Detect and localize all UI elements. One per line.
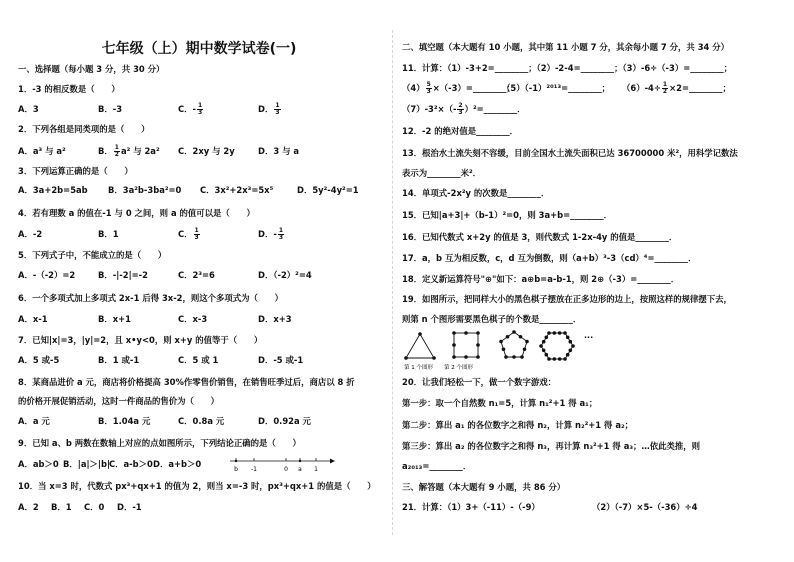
q10-option-c[interactable]: C．0 — [84, 502, 105, 512]
q11-line2 — [402, 82, 731, 95]
label-minus-1: -1 — [251, 466, 257, 473]
q5-option-a[interactable]: A．-（-2）=2 — [18, 270, 76, 280]
q2-option-b-text: a² 与 2a² — [120, 146, 160, 156]
q4-option-b[interactable]: B．1 — [98, 229, 119, 239]
q11-part4 — [402, 81, 515, 95]
section-1-header: 一、选择题（每小题 3 分，共 30 分） — [18, 64, 165, 74]
q8-stem-line1: 8．某商品进价 a 元，商店将价格提高 30%作零售价销售，在销售旺季过后，商店以 8 折 — [18, 377, 355, 387]
q4-stem: 4．若有理数 a 的值在-1 与 0 之间，则 a 的值可以是（ ） — [18, 208, 255, 218]
q20-step1: 第一步：取一个自然数 n₁=5，计算 n₁²+1 得 a₁； — [402, 398, 598, 408]
q9-option-b[interactable]: B．|a|＞|b| — [63, 459, 111, 469]
q11-part4-fraction — [426, 82, 432, 95]
q2-stem-text: 2．下列各组是同类项的是（ ） — [18, 124, 150, 134]
q8-option-c[interactable]: C．0.8a 元 — [178, 416, 225, 426]
q1-option-b[interactable]: B．-3 — [98, 104, 123, 114]
q21-part2: （2）（-7）×5-（-36）÷4 — [592, 502, 698, 512]
q21-row — [402, 502, 697, 513]
q1-option-d-label: D． — [258, 104, 274, 114]
figure-2-square — [452, 331, 480, 359]
q7-option-a[interactable]: A．5 或-5 — [18, 355, 60, 365]
q8-option-b[interactable]: B．1.04a 元 — [98, 416, 151, 426]
q1-options — [18, 103, 282, 116]
denominator: 3 — [194, 234, 199, 241]
continuation-dots: ··· — [584, 333, 594, 342]
q10-option-d[interactable]: D．-1 — [117, 502, 142, 512]
q6-options — [18, 314, 292, 325]
q16: 16．已知代数式 x+2y 的值是 3，则代数式 1-2x-4y 的值是________． — [402, 232, 678, 242]
q2-option-b-label: B． — [98, 146, 113, 156]
denominator: 2 — [114, 151, 119, 158]
q10-stem: 10．当 x=3 时，代数式 px³+qx+1 的值为 2，则当 x=-3 时，px³+qx+1 的值是（ ） — [18, 481, 376, 491]
section-2-header: 二、填空题（本大题有 10 小题，其中第 11 小题 7 分，其余每小题 7 分，共 34 分） — [402, 42, 730, 52]
q1-option-c[interactable] — [178, 103, 258, 116]
q1-option-d-fraction — [274, 103, 280, 116]
q3-option-a[interactable]: A．3a+2b=5ab — [18, 185, 88, 195]
figure-1-triangle — [404, 332, 436, 360]
q4-option-c-label: C． — [178, 229, 193, 239]
numerator: 1 — [114, 144, 119, 151]
q20-step2: 第二步：算出 a₁ 的各位数字之和得 n₂，计算 n₂²+1 得 a₂； — [402, 420, 634, 430]
q4-option-c[interactable] — [178, 228, 258, 241]
q9-number-line — [226, 455, 338, 475]
q7-option-c[interactable]: C．5 或 1 — [178, 355, 219, 365]
q8-option-a[interactable]: A．a 元 — [18, 416, 50, 426]
column-divider — [392, 30, 393, 535]
q4-option-d-label: D．- — [258, 229, 277, 239]
numerator: 1 — [275, 102, 280, 109]
q11-part7-text: ）²=________． — [464, 104, 526, 114]
q7-option-b[interactable]: B．1 或-1 — [98, 355, 140, 365]
figure-2-caption: 第 2 个图形 — [444, 365, 473, 371]
q6-option-b[interactable]: B．x+1 — [98, 314, 132, 324]
q8-stem-line2: 的价格开展促销活动，这时一件商品的售价为（ ） — [18, 396, 219, 406]
label-a: a — [298, 466, 302, 473]
numerator: 2 — [458, 102, 463, 109]
label-1: 1 — [314, 466, 318, 473]
q11-part6-fraction — [662, 82, 668, 95]
q5-stem: 5．下列式子中，不能成立的是（ ） — [18, 250, 167, 260]
q2-option-d[interactable]: D．3 与 a — [258, 146, 300, 156]
q10-option-b[interactable]: B．1 — [51, 502, 72, 512]
q1-option-a[interactable]: A．3 — [18, 104, 39, 114]
q4-option-d-fraction — [278, 228, 284, 241]
q11-part7-label: （7）-3²×（- — [402, 104, 457, 114]
q5-options — [18, 270, 312, 281]
numerator: 1 — [198, 102, 203, 109]
q11-part6-text: ×2=________； — [669, 83, 731, 93]
q6-option-c[interactable]: C．x-3 — [178, 314, 208, 324]
q9-option-d[interactable]: D．a+b＞0 — [153, 459, 202, 469]
section-3-header: 三、解答题（本大题有 9 小题，共 86 分） — [402, 482, 566, 492]
q5-option-d[interactable]: D．（-2）²=4 — [258, 270, 312, 280]
q1-option-c-label: C．- — [178, 104, 196, 114]
q6-stem: 6．一个多项式加上多项式 2x-1 后得 3x-2，则这个多项式为（ ） — [18, 293, 284, 303]
page-title: 七年级（上）期中数学试卷(一) — [101, 41, 297, 57]
q3-option-d[interactable]: D．5y²-4y²=1 — [297, 185, 359, 195]
q10-option-a[interactable]: A．2 — [18, 502, 39, 512]
q21-part1: 21．计算：（1）3+（-11）-（-9） — [402, 502, 540, 512]
q9-stem: 9．已知 a、b 两数在数轴上对应的点如图所示，下列结论正确的是（ ） — [18, 438, 301, 448]
q2-options — [18, 145, 299, 158]
q3-options — [18, 185, 359, 196]
q3-stem: 3．下列运算正确的是（ ） — [18, 166, 133, 176]
q11-part6-label: （6）-4÷ — [622, 83, 661, 93]
q20-step4: a₂₀₁₃=________． — [402, 461, 472, 471]
q6-option-d[interactable]: D．x+3 — [258, 314, 292, 324]
q9-option-c[interactable]: C．a-b＞0 — [109, 459, 153, 469]
denominator: 3 — [426, 88, 431, 95]
q19-line1: 19．如图所示，把同样大小的黑色棋子摆放在正多边形的边上，按照这样的规律摆下去， — [402, 294, 732, 304]
q4-option-a[interactable]: A．-2 — [18, 229, 43, 239]
denominator: 3 — [198, 109, 203, 116]
q15: 15．已知|a+3|+（b-1）²=0，则 3a+b=________． — [402, 210, 613, 220]
figure-3-pentagon — [499, 330, 529, 359]
number-line-arrow — [330, 459, 335, 464]
q10-options — [18, 502, 142, 513]
q11-part4-text: ×（-3）=________； — [432, 83, 515, 93]
q11-part4-label: （4） — [402, 83, 425, 93]
point-b — [235, 460, 237, 462]
q13-line2: 表示为________米²． — [402, 168, 482, 178]
label-0: 0 — [284, 466, 288, 473]
q11-part6 — [622, 82, 731, 95]
denominator: 3 — [278, 234, 283, 241]
q12: 12．-2 的绝对值是________． — [402, 126, 518, 136]
q11-part7-fraction — [457, 103, 463, 116]
q9-options — [18, 459, 201, 470]
q3-option-b[interactable]: B．3a²b-3ba²=0 — [108, 185, 182, 195]
q7-option-d[interactable]: D．-5 或-1 — [258, 355, 304, 365]
q7-options — [18, 355, 303, 366]
q4-option-c-fraction — [194, 228, 200, 241]
figure-1-caption: 第 1 个图形 — [404, 365, 433, 371]
denominator: 2 — [662, 88, 668, 95]
figure-4-hexagon — [539, 331, 575, 361]
q5-option-b[interactable]: B．-|-2|=-2 — [98, 270, 148, 280]
numerator: 1 — [194, 227, 199, 234]
q1-option-c-fraction — [197, 103, 203, 116]
q5-option-c[interactable]: C．2³=6 — [178, 270, 215, 280]
q1-option-d[interactable] — [258, 103, 282, 116]
q2-option-a[interactable]: A．a³ 与 a² — [18, 146, 66, 156]
q7-stem: 7．已知|x|=3，|y|=2，且 x•y<0，则 x+y 的值等于（ ） — [18, 335, 263, 345]
q20-step3: 第三步：算出 a₂ 的各位数字之和得 n₃，再计算 n₃²+1 得 a₃；…依此类推，则 — [402, 441, 701, 451]
q2-option-b-fraction — [114, 145, 120, 158]
q8-option-d[interactable]: D．0.92a 元 — [258, 416, 311, 426]
denominator: 3 — [458, 109, 463, 116]
q2-option-c[interactable]: C．2xy 与 2y — [178, 146, 235, 156]
q2-option-b[interactable] — [98, 145, 178, 158]
label-b: b — [234, 466, 238, 473]
q19-pattern-figures — [402, 328, 632, 374]
denominator: 3 — [275, 109, 280, 116]
q14: 14．单项式-2x²y 的次数是________． — [402, 188, 550, 198]
q4-options — [18, 228, 285, 241]
left-column — [18, 0, 380, 562]
q20-stem: 20．让我们轻松一下，做一个数字游戏： — [402, 377, 557, 387]
q11-part5: （5）（-1）²⁰¹³=________； — [502, 83, 611, 93]
numerator: 1 — [278, 227, 283, 234]
q4-option-d[interactable] — [258, 228, 285, 241]
q3-option-c[interactable]: C．3x²+2x³=5x⁵ — [200, 185, 274, 195]
q13-line1: 13．根治水土流失刻不容缓，目前全国水土流失面积已达 36700000 米²，用科学记数法 — [402, 148, 738, 158]
numerator: 5 — [426, 81, 431, 88]
q19-line2: 则第 n 个图形需要黑色棋子的个数是________． — [402, 314, 582, 324]
right-column — [402, 0, 780, 562]
q9-option-a[interactable]: A．ab＞0 — [18, 459, 59, 469]
q6-option-a[interactable]: A．x-1 — [18, 314, 48, 324]
q1-stem: 1．-3 的相反数是（ ） — [18, 84, 120, 94]
q11-line3 — [402, 103, 526, 116]
q17: 17．a，b 互为相反数，c，d 互为倒数，则（a+b）³-3（cd）⁴=________． — [402, 253, 697, 263]
q11-line1: 11．计算：（1）-3+2=________；（2）-2-4=________；（3）-6÷（-3）=________； — [402, 63, 733, 73]
q8-options — [18, 416, 311, 427]
numerator: 1 — [662, 81, 668, 88]
q18: 18．定义新运算符号"⊕"如下：a⊕b=a-b-1，则 2⊕（-3）=________． — [402, 274, 680, 284]
point-a — [299, 460, 301, 462]
